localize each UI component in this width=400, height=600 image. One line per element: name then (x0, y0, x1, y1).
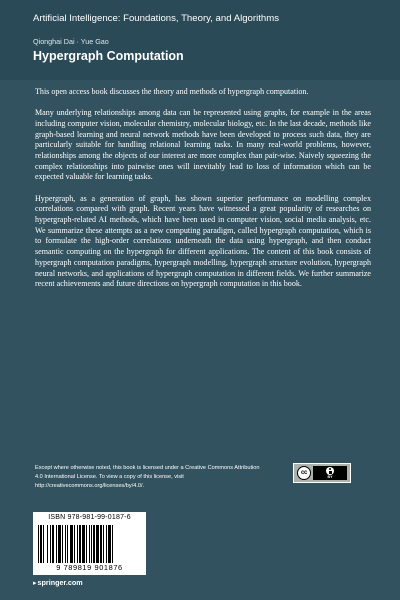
creative-commons-icon: cc (297, 466, 311, 480)
arrow-right-icon: ▸ (33, 580, 37, 587)
blurb-paragraph: Hypergraph, as a generation of graph, has shown superior performance on modelling complex correlations compared with graph. Recent years have witnessed a great popularity of researches on hypergraph-related AI methods, which have been used in computer vision, social media analysis, etc. We summarize these attempts as a new computing paradigm, called hypergraph computation, which is to formulate the high-order correlations underneath the data using hypergraph, and then conduct semantic computing on the hypergraph for different applications. The content of this book consists of hypergraph computation paradigms, hypergraph modelling, hypergraph structure evolution, hypergraph neural networks, and applications of hypergraph computation in different fields. We further summarize recent achievements and future directions on hypergraph computation in this book. (35, 193, 371, 289)
publisher-name: springer.com (37, 578, 83, 587)
publisher-link[interactable] (33, 578, 83, 587)
barcode-number: 9 789819 901876 (56, 563, 123, 572)
barcode-box (33, 512, 146, 575)
book-title: Hypergraph Computation (33, 49, 184, 63)
barcode-icon (38, 525, 141, 563)
blurb-paragraph: Many underlying relationships among data can be represented using graphs, for example in the areas including computer vision, molecular chemistry, molecular biology, etc. In the last decade, methods like graph-based learning and neural network methods have been developed to process such data, they are particularly suitable for handling relational learning tasks. In many real-world problems, however, relationships among the objects of our interest are more complex than pair-wise. Naively squeezing the complex relationships into pairwise ones will inevitably lead to loss of information which can be expected valuable for learning tasks. (35, 108, 371, 182)
attribution-block (313, 466, 347, 480)
authors: Qionghai Dai · Yue Gao (33, 37, 109, 46)
blurb-paragraph: This open access book discusses the theory and methods of hypergraph computation. (35, 87, 309, 96)
series-title: Artificial Intelligence: Foundations, Theory, and Algorithms (33, 13, 280, 24)
cc-by-badge (293, 463, 351, 483)
isbn-label: ISBN 978-981-99-0187-6 (48, 514, 131, 521)
attribution-person-icon (326, 467, 334, 475)
blurb (35, 87, 371, 300)
attribution-label: BY (327, 475, 333, 479)
license-notice: Except where otherwise noted, this book is licensed under a Creative Commons Attribution 4.0 International License. To view a copy of this license, visit http://creativecommons.org/licenses/by/4.0/. (35, 465, 260, 489)
